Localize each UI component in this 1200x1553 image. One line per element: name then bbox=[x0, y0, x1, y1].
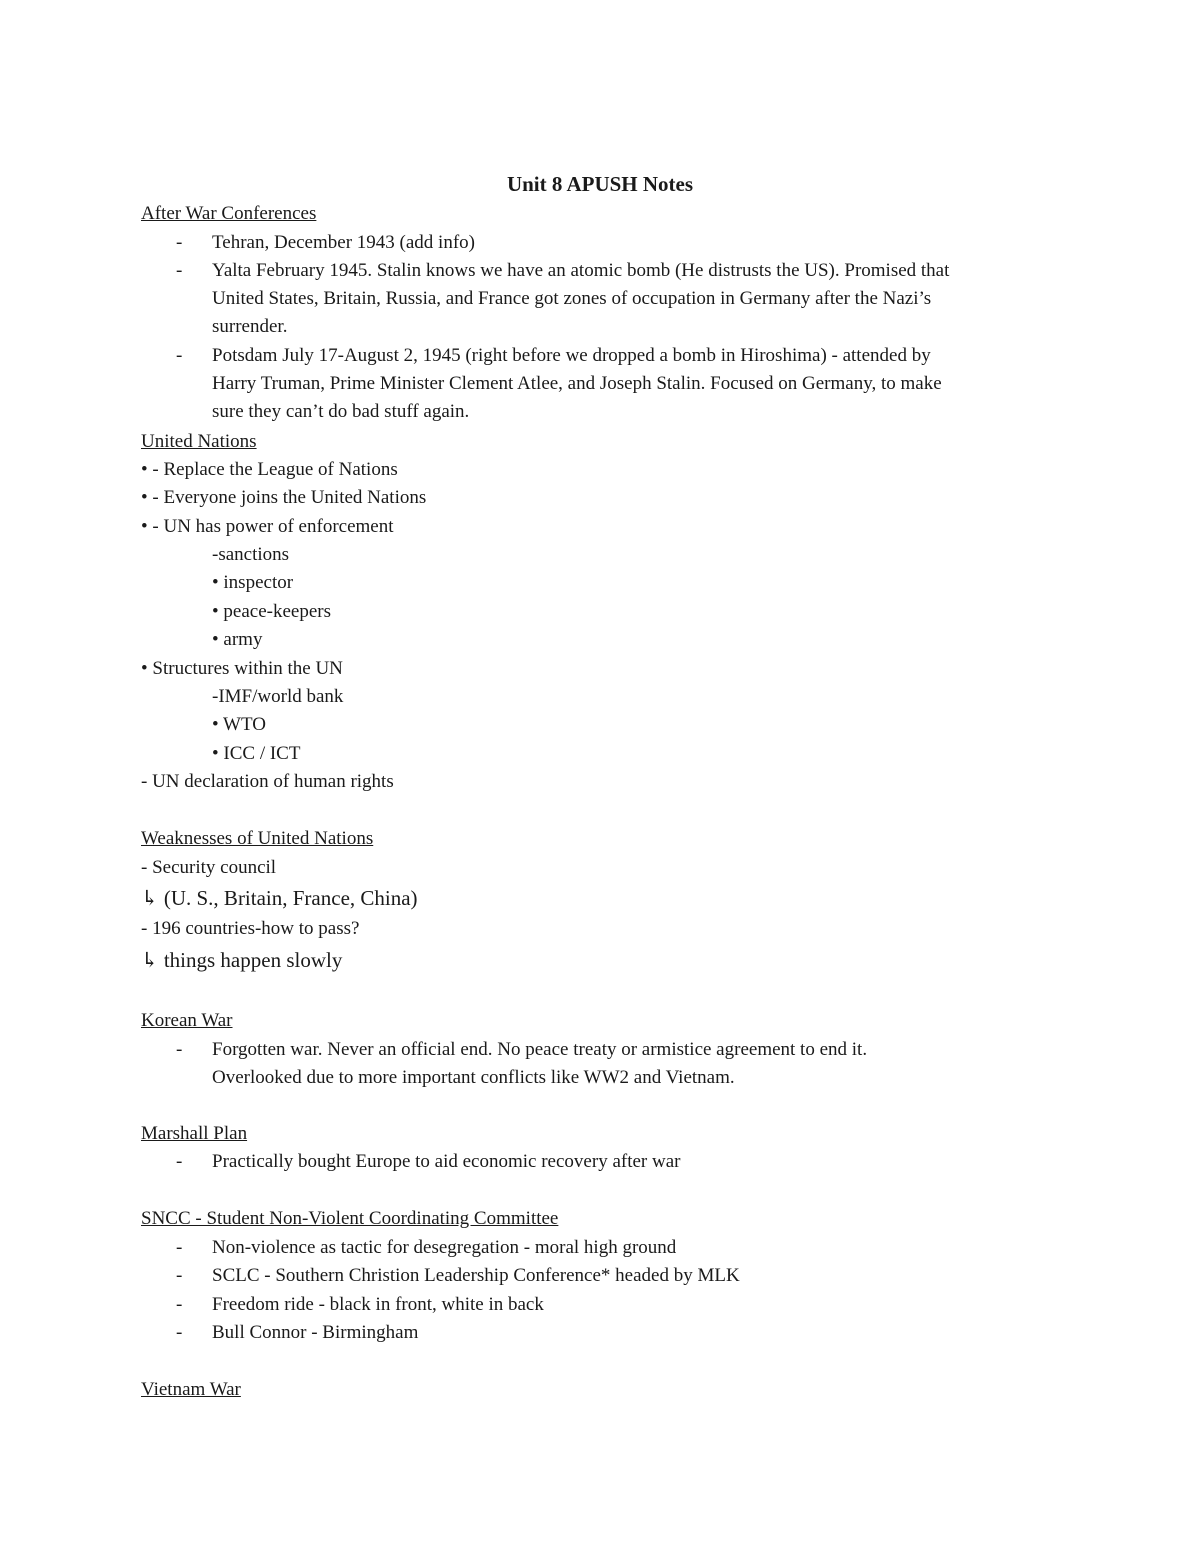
section-heading-united-nations: United Nations bbox=[141, 431, 257, 452]
korean-war-line-1: Forgotten war. Never an official end. No peace treaty or armistice agreement to end it. bbox=[212, 1039, 868, 1060]
section-heading-vietnam-war: Vietnam War bbox=[141, 1379, 241, 1400]
un-line: • - UN has power of enforcement bbox=[141, 516, 394, 537]
section-heading-sncc: SNCC - Student Non-Violent Coordinating Committee bbox=[141, 1208, 559, 1229]
un-sub-line: • peace-keepers bbox=[212, 601, 331, 622]
un-sub-line: • WTO bbox=[212, 714, 266, 735]
page-title: Unit 8 APUSH Notes bbox=[506, 172, 694, 196]
un-sub-line: • army bbox=[212, 629, 263, 650]
weakness-arrow-line: ↳ things happen slowly bbox=[141, 948, 343, 972]
sncc-item: Freedom ride - black in front, white in back bbox=[212, 1294, 544, 1315]
list-bullet: - bbox=[176, 1265, 183, 1286]
list-bullet: - bbox=[176, 232, 183, 253]
marshall-plan-line: Practically bought Europe to aid economic recovery after war bbox=[212, 1151, 681, 1172]
un-sub-line: • ICC / ICT bbox=[212, 743, 301, 764]
sncc-item: SCLC - Southern Christion Leadership Conference* headed by MLK bbox=[212, 1265, 740, 1286]
un-line: • Structures within the UN bbox=[141, 658, 343, 679]
korean-war-line-2: Overlooked due to more important conflicts like WW2 and Vietnam. bbox=[212, 1067, 735, 1088]
section-heading-conferences: After War Conferences bbox=[141, 203, 317, 224]
list-bullet: - bbox=[176, 1322, 183, 1343]
un-line: • - Replace the League of Nations bbox=[141, 459, 398, 480]
section-heading-korean-war: Korean War bbox=[141, 1010, 233, 1031]
list-item-yalta-line-3: surrender. bbox=[212, 316, 288, 337]
un-line: • - Everyone joins the United Nations bbox=[141, 487, 427, 508]
un-line: - UN declaration of human rights bbox=[141, 771, 394, 792]
list-bullet: - bbox=[176, 1237, 183, 1258]
list-item-potsdam-line-1: Potsdam July 17-August 2, 1945 (right before we dropped a bomb in Hiroshima) - attended by bbox=[212, 345, 931, 366]
weakness-line: - 196 countries-how to pass? bbox=[141, 918, 360, 939]
list-bullet: - bbox=[176, 345, 183, 366]
list-item-potsdam-line-2: Harry Truman, Prime Minister Clement Atlee, and Joseph Stalin. Focused on Germany, to make bbox=[212, 373, 942, 394]
un-sub-line: • inspector bbox=[212, 572, 294, 593]
list-bullet: - bbox=[176, 1151, 183, 1172]
list-item-yalta-line-2: United States, Britain, Russia, and France got zones of occupation in Germany after the Nazi’s bbox=[212, 288, 932, 309]
weakness-line: - Security council bbox=[141, 857, 277, 878]
weakness-arrow-line: ↳ (U. S., Britain, France, China) bbox=[141, 886, 418, 910]
list-item-yalta-line-1: Yalta February 1945. Stalin knows we have an atomic bomb (He distrusts the US). Promised that bbox=[212, 260, 950, 281]
sncc-item: Bull Connor - Birmingham bbox=[212, 1322, 419, 1343]
list-bullet: - bbox=[176, 260, 183, 281]
sncc-item: Non-violence as tactic for desegregation - moral high ground bbox=[212, 1237, 677, 1258]
list-item-tehran: Tehran, December 1943 (add info) bbox=[212, 232, 475, 253]
list-item-potsdam-line-3: sure they can’t do bad stuff again. bbox=[212, 401, 470, 422]
list-bullet: - bbox=[176, 1294, 183, 1315]
un-sub-line: -IMF/world bank bbox=[212, 686, 344, 707]
list-bullet: - bbox=[176, 1039, 183, 1060]
section-heading-weaknesses: Weaknesses of United Nations bbox=[141, 828, 374, 849]
section-heading-marshall-plan: Marshall Plan bbox=[141, 1123, 248, 1144]
un-sub-line: -sanctions bbox=[212, 544, 290, 565]
